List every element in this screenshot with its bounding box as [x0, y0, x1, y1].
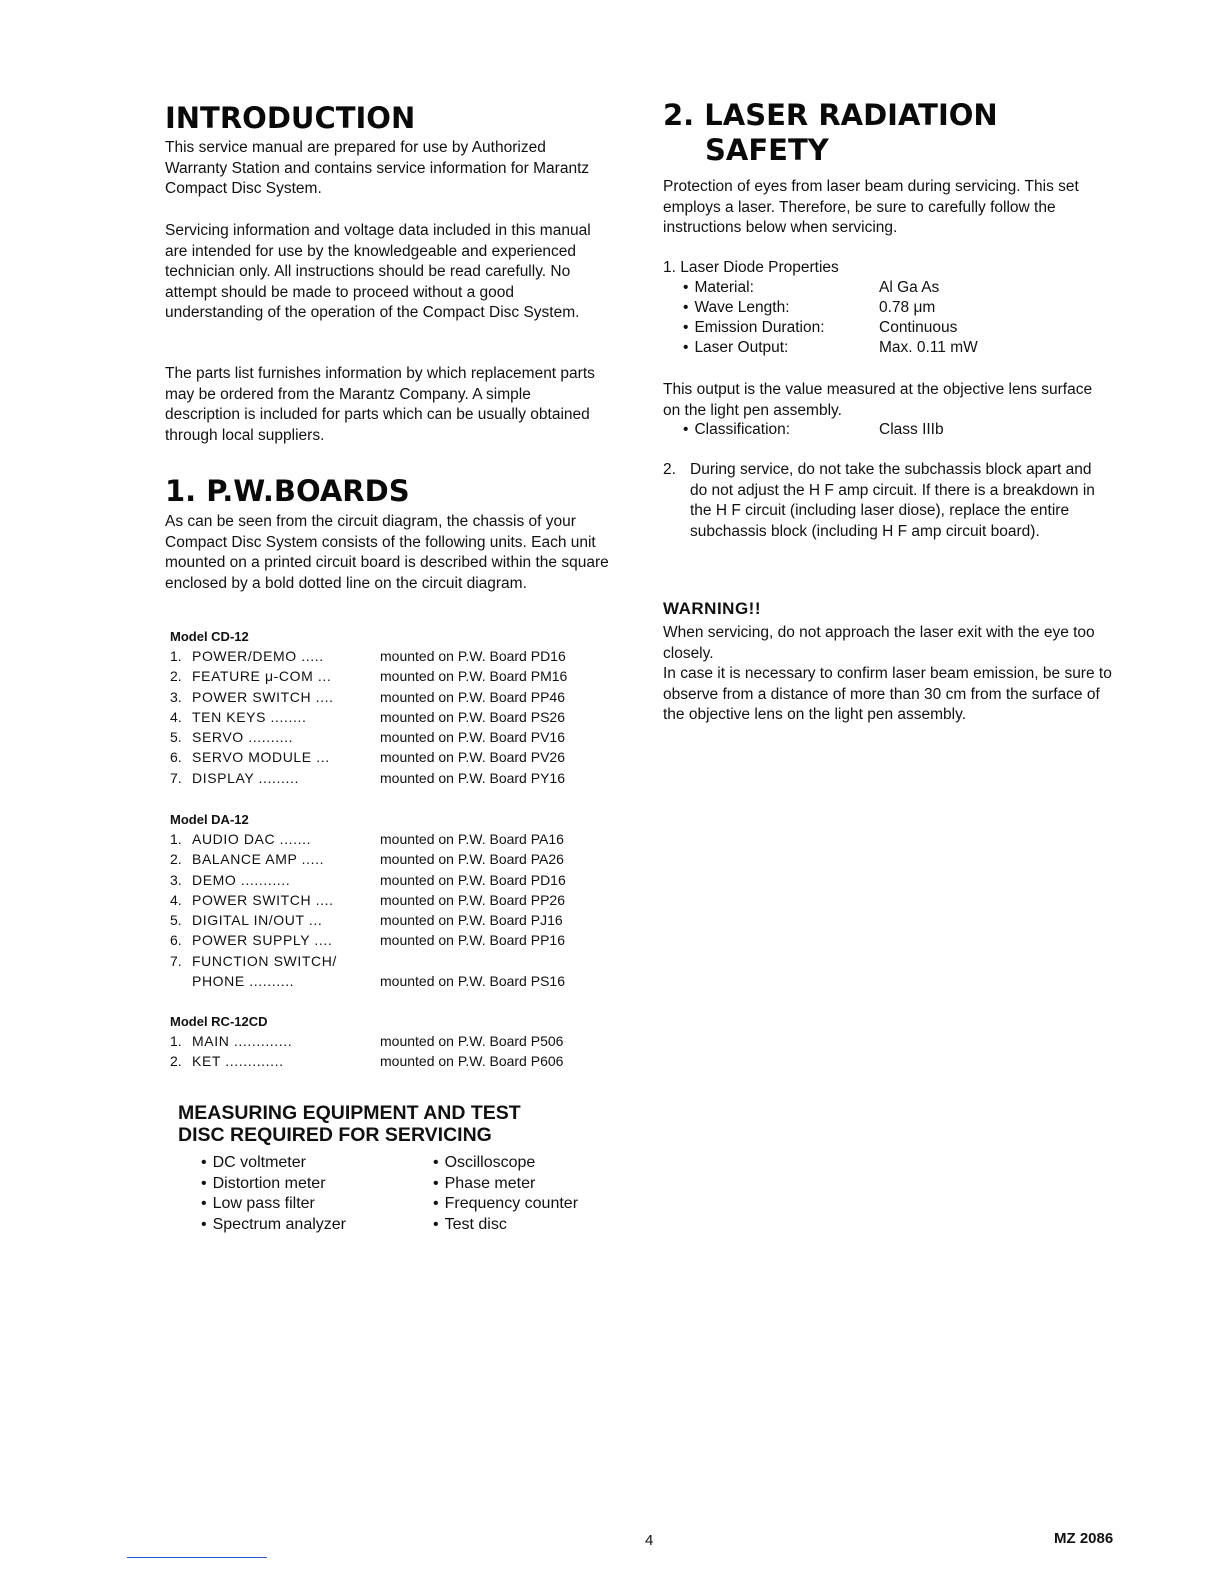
da12-rows — [170, 829, 566, 991]
laser-heading-line-2: SAFETY — [705, 133, 829, 167]
board-number: 1. — [170, 648, 182, 664]
laser-classification — [683, 420, 944, 440]
board-name: KET ............. — [192, 1053, 284, 1070]
board-name: MAIN ............. — [192, 1033, 293, 1049]
board-name: DISPLAY ......... — [192, 769, 299, 786]
laser-heading-line-1: 2. LASER RADIATION — [663, 98, 998, 132]
property-value: Continuous — [879, 319, 958, 336]
board-name: FEATURE μ-COM ... — [192, 668, 332, 685]
board-name: POWER SUPPLY .... — [192, 932, 333, 949]
cd12-rows — [170, 646, 567, 788]
laser-item-2-text: During service, do not take the subchassis block apart and do not adjust the H F amp circuit. If there is a breakdown in the H F circuit (including laser diose), replace the entire subchassis block (including H F amp circuit board). — [690, 461, 1095, 540]
rc12cd-title: Model RC-12CD — [170, 1014, 268, 1029]
board-row — [170, 747, 567, 767]
property-value: Al Ga As — [879, 279, 940, 296]
board-mount: mounted on P.W. Board PV26 — [380, 749, 565, 766]
board-number: 6. — [170, 932, 182, 949]
laser-property-row — [683, 298, 978, 318]
footer-rule — [127, 1557, 267, 1558]
board-number: 4. — [170, 708, 182, 725]
property-label: • Wave Length: — [683, 298, 879, 318]
board-mount: mounted on P.W. Board PS16 — [380, 973, 565, 990]
board-mount: mounted on P.W. Board PD16 — [380, 871, 566, 888]
laser-property-row — [683, 318, 978, 338]
board-number: 7. — [170, 769, 182, 786]
measuring-title-line-1: MEASURING EQUIPMENT AND TEST — [178, 1102, 521, 1124]
board-number: 5. — [170, 729, 182, 746]
board-number: 3. — [170, 688, 182, 705]
equipment-item: • Distortion meter — [201, 1174, 433, 1195]
board-number: 4. — [170, 891, 182, 908]
board-name: SERVO .......... — [192, 729, 294, 746]
equipment-item: • Test disc — [433, 1215, 633, 1236]
board-number: 1. — [170, 1033, 182, 1049]
laser-property-row — [683, 338, 978, 358]
board-name: DIGITAL IN/OUT ... — [192, 912, 323, 929]
warning-title: WARNING!! — [663, 599, 761, 618]
equipment-item: • Frequency counter — [433, 1194, 633, 1215]
equipment-item: • Spectrum analyzer — [201, 1215, 433, 1236]
board-mount: mounted on P.W. Board PJ16 — [380, 912, 563, 929]
property-value: 0.78 μm — [879, 299, 936, 316]
equipment-item: • Low pass filter — [201, 1194, 433, 1215]
document-code: MZ 2086 — [1054, 1530, 1114, 1547]
board-mount: mounted on P.W. Board PA16 — [380, 831, 564, 847]
board-mount: mounted on P.W. Board P506 — [380, 1033, 564, 1049]
measuring-section — [178, 1102, 633, 1235]
measuring-items — [201, 1153, 633, 1235]
board-row — [170, 951, 566, 971]
board-row — [170, 849, 566, 869]
board-number: 2. — [170, 668, 182, 685]
laser-properties — [683, 278, 978, 358]
board-name: DEMO ........... — [192, 871, 291, 888]
board-row — [170, 666, 567, 686]
da12-list — [170, 811, 566, 991]
board-mount: mounted on P.W. Board PA26 — [380, 851, 564, 868]
board-number: 7. — [170, 952, 182, 969]
boards-description: As can be seen from the circuit diagram, the chassis of your Compact Disc System consists of the following units. Each unit mounted on a printed circuit board is described within the square enclosed by a bold dotted line on the circuit diagram. — [165, 513, 609, 592]
board-number: 5. — [170, 912, 182, 929]
boards-heading: 1. P.W.BOARDS — [165, 474, 410, 508]
board-row — [170, 687, 567, 707]
property-value: Max. 0.11 mW — [879, 339, 978, 356]
board-number: 3. — [170, 871, 182, 888]
board-mount: mounted on P.W. Board PP26 — [380, 891, 565, 908]
board-row — [170, 870, 566, 890]
property-label: • Material: — [683, 278, 879, 298]
board-name: AUDIO DAC ....... — [192, 831, 312, 847]
board-row — [170, 1031, 563, 1051]
rc12cd-rows — [170, 1031, 563, 1072]
board-name: FUNCTION SWITCH/ — [192, 952, 337, 969]
laser-item-2 — [663, 460, 1113, 542]
cd12-title: Model CD-12 — [170, 629, 249, 644]
laser-item-1-title: 1. Laser Diode Properties — [663, 259, 839, 276]
board-row — [170, 768, 567, 788]
laser-intro: Protection of eyes from laser beam during servicing. This set employs a laser. Therefore, be sure to carefully follow the instructions below when servicing. — [663, 178, 1079, 236]
board-mount: mounted on P.W. Board PV16 — [380, 729, 565, 746]
equipment-item: • Oscilloscope — [433, 1153, 633, 1174]
board-mount: mounted on P.W. Board PM16 — [380, 668, 568, 685]
board-row — [170, 930, 566, 950]
classification-label: • Classification: — [683, 420, 879, 440]
laser-item-2-number: 2. — [663, 461, 676, 478]
board-name: POWER/DEMO ..... — [192, 648, 324, 664]
board-mount: mounted on P.W. Board PD16 — [380, 648, 566, 664]
warning-text-1: When servicing, do not approach the laser exit with the eye too closely. — [663, 624, 1095, 662]
classification-value: Class IIIb — [879, 421, 944, 438]
board-row — [170, 707, 567, 727]
board-name: PHONE .......... — [192, 973, 295, 990]
warning-text-2: In case it is necessary to confirm laser beam emission, be sure to observe from a distance of more than 30 cm from the surface of the objective lens on the light pen assembly. — [663, 665, 1112, 723]
cd12-list — [170, 628, 567, 788]
property-label: • Emission Duration: — [683, 318, 879, 338]
board-row — [170, 1051, 563, 1071]
board-row — [170, 829, 566, 849]
board-number: 6. — [170, 749, 182, 766]
equipment-item: • DC voltmeter — [201, 1153, 433, 1174]
board-mount: mounted on P.W. Board PY16 — [380, 769, 565, 786]
intro-paragraph-2: Servicing information and voltage data included in this manual are intended for use by the knowledgeable and experienced technician only. All instructions should be read carefully. No attempt should be made to proceed without a good understanding of the operation of the Compact Disc System. — [165, 222, 591, 321]
board-row — [170, 910, 566, 930]
board-name: POWER SWITCH .... — [192, 891, 334, 908]
rc12cd-list — [170, 1013, 563, 1072]
board-mount: mounted on P.W. Board PP46 — [380, 688, 565, 705]
board-name: TEN KEYS ........ — [192, 708, 307, 725]
property-label: • Laser Output: — [683, 338, 879, 358]
board-mount: mounted on P.W. Board PS26 — [380, 708, 565, 725]
board-number: 2. — [170, 1053, 182, 1070]
measuring-title-line-2: DISC REQUIRED FOR SERVICING — [178, 1124, 492, 1146]
equipment-item: • Phase meter — [433, 1174, 633, 1195]
page-number: 4 — [645, 1532, 654, 1549]
board-name: SERVO MODULE ... — [192, 749, 330, 766]
intro-heading: INTRODUCTION — [165, 101, 416, 135]
board-row — [170, 646, 567, 666]
board-number — [170, 971, 192, 991]
board-mount: mounted on P.W. Board PP16 — [380, 932, 565, 949]
laser-property-row — [683, 278, 978, 298]
board-number: 1. — [170, 831, 182, 847]
board-mount: mounted on P.W. Board P606 — [380, 1053, 564, 1070]
board-name: POWER SWITCH .... — [192, 688, 334, 705]
board-name: BALANCE AMP ..... — [192, 851, 325, 868]
board-number: 2. — [170, 851, 182, 868]
board-row — [170, 971, 566, 991]
laser-output-note: This output is the value measured at the objective lens surface on the light pen assembly. — [663, 381, 1093, 419]
intro-paragraph-3: The parts list furnishes information by which replacement parts may be ordered from the Marantz Company. A simple description is included for parts which can be usually obtained through local suppliers. — [165, 365, 595, 444]
board-row — [170, 727, 567, 747]
board-row — [170, 890, 566, 910]
intro-paragraph-1: This service manual are prepared for use by Authorized Warranty Station and contains service information for Marantz Compact Disc System. — [165, 139, 590, 197]
da12-title: Model DA-12 — [170, 812, 249, 827]
